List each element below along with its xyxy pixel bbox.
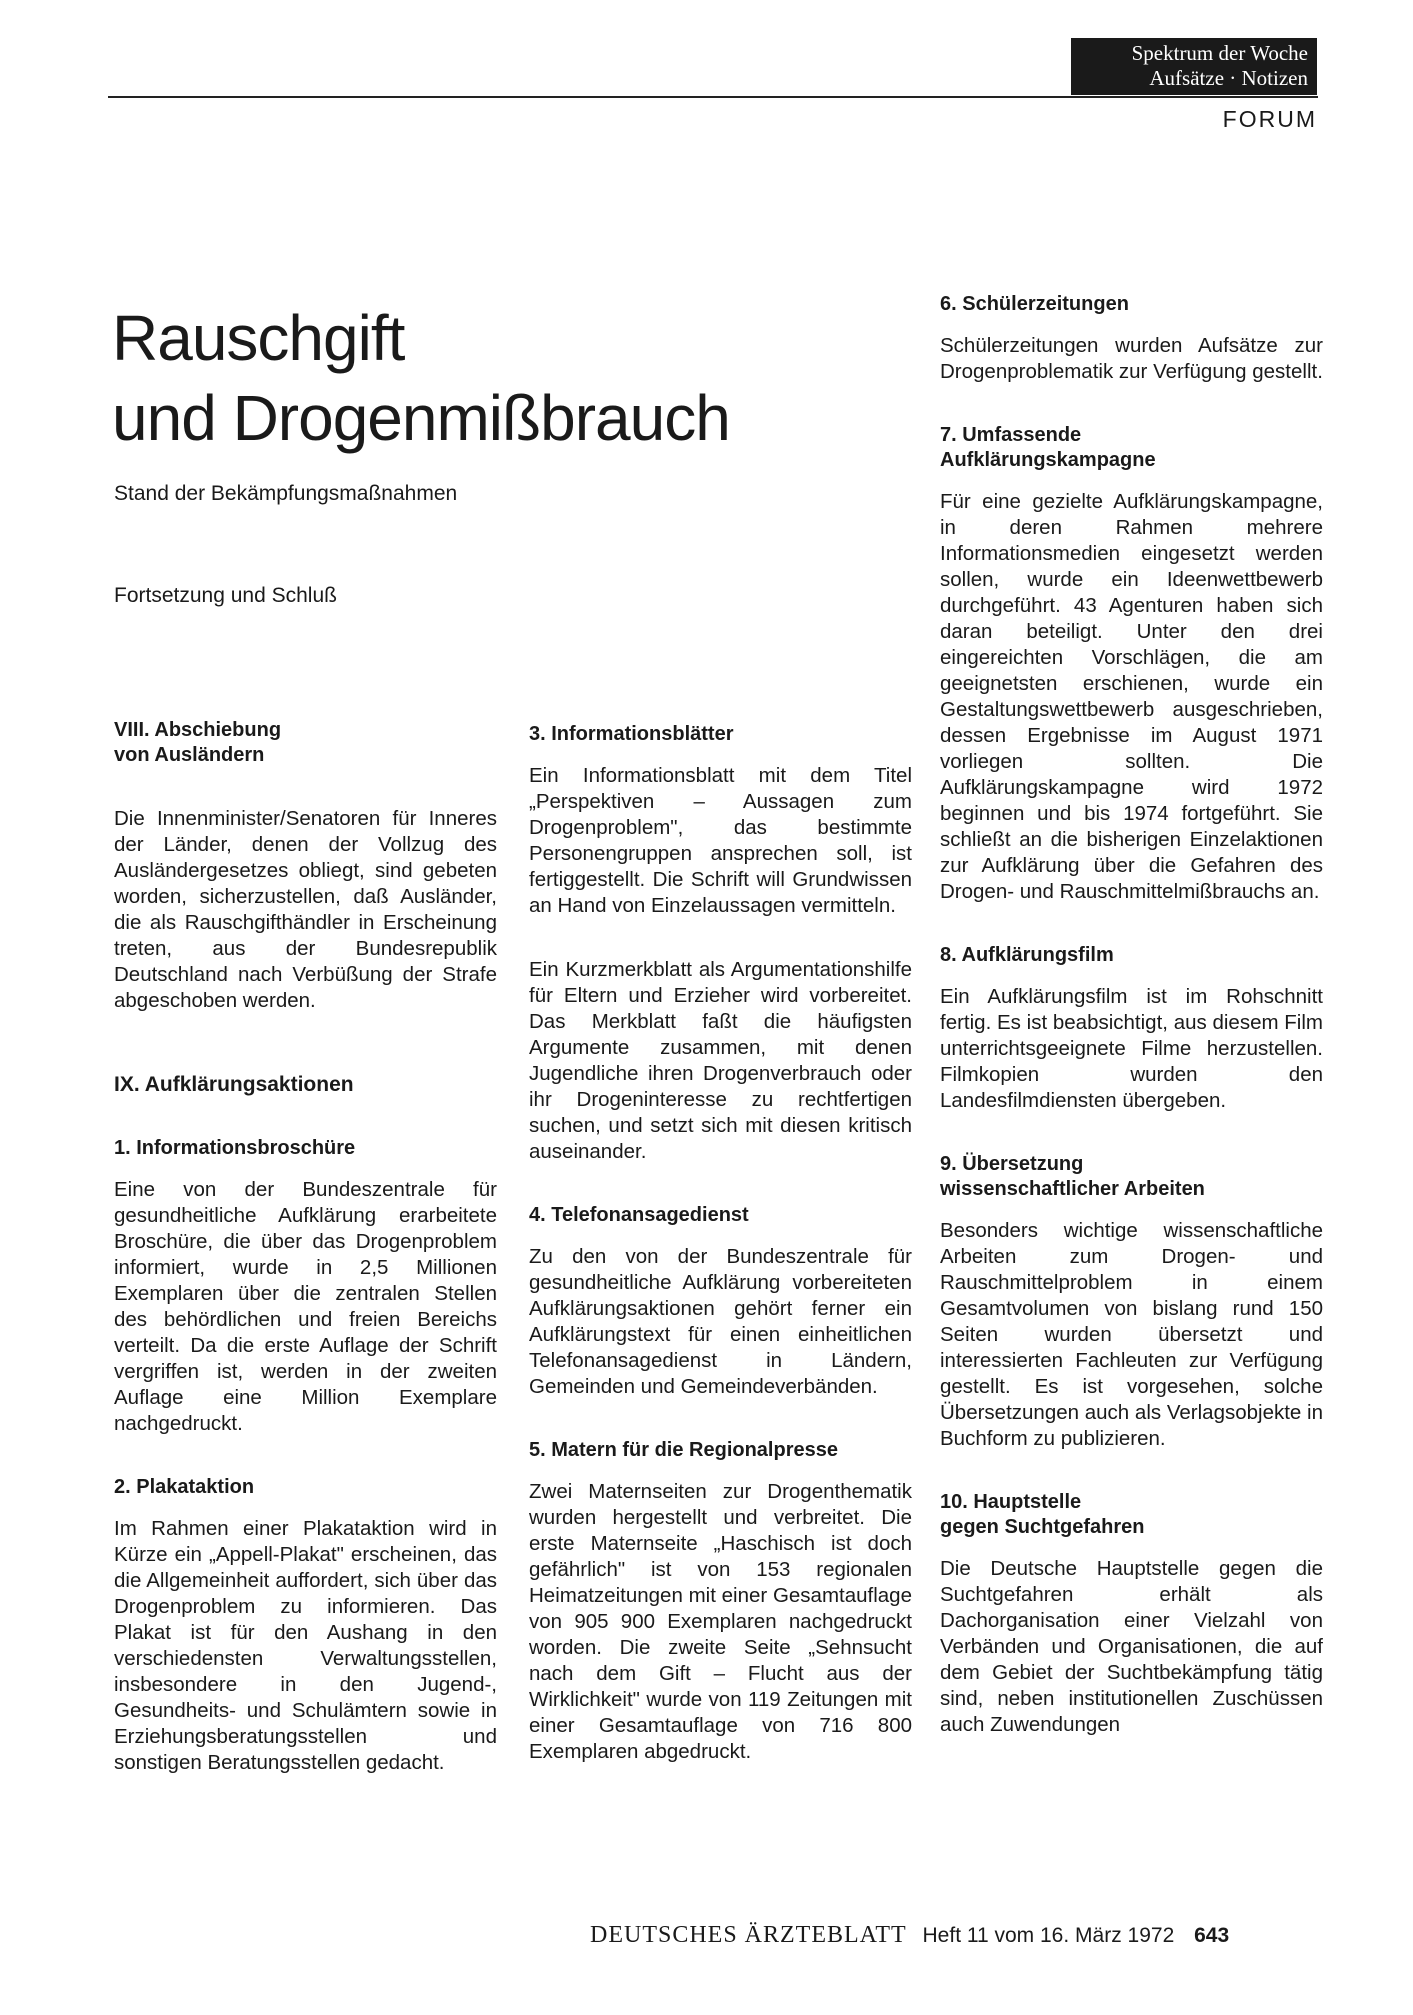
journal-name: DEUTSCHES ÄRZTEBLATT	[590, 1922, 907, 1948]
paragraph: Im Rahmen einer Plakataktion wird in Kürze ein „Appell-Plakat" erscheinen, das die Allgemeinheit auffordert, sich über das Drogenproblem zu informieren. Das Plakat ist für den Aushang in den verschiedensten Verwaltungsstellen, insbesondere in den Jugend-, Gesundheits- und Schulämtern sowie in Erziehungsberatungsstellen und sonstigen Beratungsstellen gedacht.	[114, 1517, 497, 1774]
article-title	[112, 298, 730, 458]
section-heading: IX. Aufklärungsaktionen	[114, 1073, 354, 1096]
paragraph: Ein Aufklärungsfilm ist im Rohschnitt fertig. Es ist beabsichtigt, aus diesem Film unterrichtsgeeignete Filme herzustellen. Filmkopien wurden den Landesfilmdiensten übergeben.	[940, 985, 1323, 1112]
subsection-heading: 6. Schülerzeitungen	[940, 293, 1129, 315]
heading-line: gegen Suchtgefahren	[940, 1516, 1145, 1538]
subsection-heading: 8. Aufklärungsfilm	[940, 944, 1114, 966]
paragraph: Schülerzeitungen wurden Aufsätze zur Drogenproblematik zur Verfügung gestellt.	[940, 334, 1323, 383]
paragraph: Besonders wichtige wissenschaftliche Arbeiten zum Drogen- und Rauschmittelproblem in einem Gesamtvolumen von bislang rund 150 Seiten wurden übersetzt und interessierten Fachleuten zur Verfügung gestellt. Es ist vorgesehen, solche Übersetzungen auch als Verlagsobjekte in Buchform zu publizieren.	[940, 1219, 1323, 1450]
heading-line: 7. Umfassende	[940, 424, 1082, 446]
section-badge	[1071, 38, 1317, 95]
continuation-note: Fortsetzung und Schluß	[114, 584, 337, 607]
subsection-heading	[940, 1152, 1323, 1202]
heading-line: 9. Übersetzung	[940, 1153, 1084, 1175]
paragraph: Ein Informationsblatt mit dem Titel „Perspektiven – Aussagen zum Drogenproblem", das bestimmte Personengruppen ansprechen soll, ist fertiggestellt. Die Schrift will Grundwissen an Hand von Einzelaussagen vermitteln.	[529, 764, 912, 917]
section-heading	[114, 718, 497, 768]
paragraph: Eine von der Bundeszentrale für gesundheitliche Aufklärung erarbeitete Broschüre, die über das Drogenproblem informiert, wurde in 2,5 Millionen Exemplaren über die zentralen Stellen des behördlichen und freien Bereichs verteilt. Da die erste Auflage der Schrift vergriffen ist, werden in der zweiten Auflage eine Million Exemplare nachgedruckt.	[114, 1178, 497, 1435]
paragraph: Für eine gezielte Aufklärungskampagne, in deren Rahmen mehrere Informationsmedien eingesetzt werden sollen, wurde ein Ideenwettbewerb durchgeführt. 43 Agenturen haben sich daran beteiligt. Unter den drei eingereichten Vorschlägen, die am geeignetsten erschienen, wurde ein Gestaltungswettbewerb ausgeschrieben, dessen Ergebnisse im August 1971 vorliegen sollten. Die Aufklärungskampagne wird 1972 beginnen und bis 1974 fortgeführt. Sie schließt an die bisherigen Einzelaktionen zur Aufklärung über die Gefahren des Drogen- und Rauschmittelmißbrauchs an.	[940, 490, 1323, 903]
column-3	[940, 292, 1323, 1738]
page-number: 643	[1194, 1924, 1230, 1947]
article-subtitle: Stand der Bekämpfungsmaßnahmen	[114, 482, 458, 505]
column-2	[529, 722, 912, 1765]
section-label: FORUM	[1222, 106, 1317, 132]
heading-line: wissenschaftlicher Arbeiten	[940, 1178, 1205, 1200]
issue-info: Heft 11 vom 16. März 1972	[922, 1924, 1175, 1947]
subsection-heading	[940, 423, 1323, 473]
badge-line-1: Spektrum der Woche	[1131, 41, 1308, 65]
paragraph: Die Deutsche Hauptstelle gegen die Suchtgefahren erhält als Dachorganisation einer Vielzahl von Verbänden und Organisationen, die auf dem Gebiet der Suchtbekämpfung tätig sind, neben institutionellen Zuschüssen auch Zuwendungen	[940, 1557, 1323, 1736]
badge-line-2: Aufsätze · Notizen	[1149, 66, 1308, 90]
paragraph: Die Innenminister/Senatoren für Inneres der Länder, denen der Vollzug des Ausländergesetzes obliegt, sind gebeten worden, sicherzustellen, daß Ausländer, die als Rauschgifthändler in Erscheinung treten, aus der Bundesrepublik Deutschland nach Verbüßung der Strafe abgeschoben werden.	[114, 807, 497, 1012]
subsection-heading: 5. Matern für die Regionalpresse	[529, 1439, 838, 1461]
subsection-heading	[940, 1490, 1323, 1540]
heading-line: VIII. Abschiebung	[114, 719, 282, 741]
paragraph: Ein Kurzmerkblatt als Argumentationshilfe für Eltern und Erzieher wird vorbereitet. Das Merkblatt faßt die häufigsten Argumente zusammen, mit denen Jugendliche ihren Drogenverbrauch oder ihr Drogeninteresse zu rechtfertigen suchen, und setzt sich mit diesen kritisch auseinander.	[529, 958, 912, 1163]
subsection-heading: 2. Plakataktion	[114, 1476, 255, 1498]
heading-line: Aufklärungskampagne	[940, 449, 1156, 471]
title-line-1: Rauschgift	[112, 302, 405, 374]
column-1	[114, 718, 497, 1776]
paragraph: Zu den von der Bundeszentrale für gesundheitliche Aufklärung vorbereiteten Aufklärungsaktionen gehört ferner ein Aufklärungstext für einen einheitlichen Telefonansagedienst in Ländern, Gemeinden und Gemeindeverbänden.	[529, 1245, 912, 1398]
paragraph: Zwei Maternseiten zur Drogenthematik wurden hergestellt und verbreitet. Die erste Maternseite „Haschisch ist doch gefährlich" ist von 153 regionalen Heimatzeitungen mit einer Gesamtauflage von 905 900 Exemplaren nachgedruckt worden. Die zweite Seite „Sehnsucht nach dem Gift – Flucht aus der Wirklichkeit" wurde von 119 Zeitungen mit einer Gesamtauflage von 716 800 Exemplaren abgedruckt.	[529, 1480, 912, 1763]
page-footer	[590, 1922, 1229, 1949]
heading-line: von Ausländern	[114, 744, 265, 766]
subsection-heading: 4. Telefonansagedienst	[529, 1204, 749, 1226]
subsection-heading: 1. Informationsbroschüre	[114, 1137, 356, 1159]
subsection-heading: 3. Informationsblätter	[529, 723, 734, 745]
title-line-2: und Drogenmißbrauch	[112, 382, 730, 454]
header-rule	[108, 96, 1318, 98]
heading-line: 10. Hauptstelle	[940, 1491, 1082, 1513]
